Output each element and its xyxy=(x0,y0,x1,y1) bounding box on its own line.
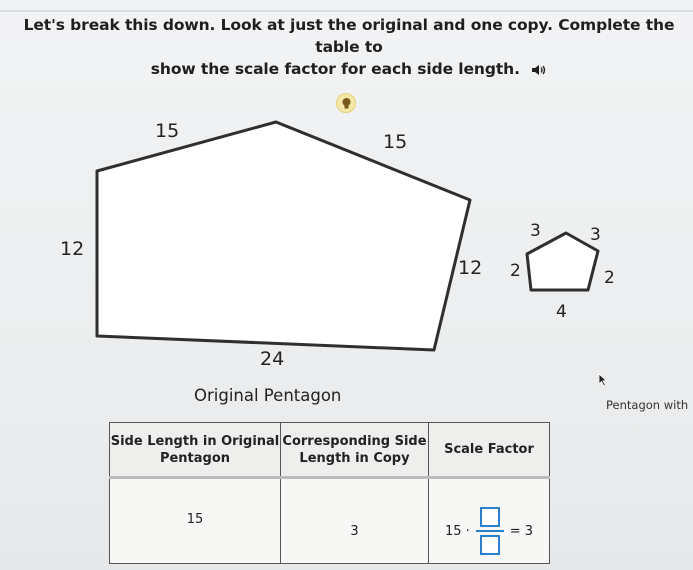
original-side-top-left: 15 xyxy=(155,120,180,142)
copy-length-value: 3 xyxy=(350,523,359,539)
cell-copy-length xyxy=(281,478,429,564)
copy-side-right: 2 xyxy=(604,268,615,288)
fraction-input xyxy=(476,507,504,555)
formula-right: = 3 xyxy=(509,523,534,539)
formula-left: 15 · xyxy=(444,523,470,539)
numerator-input[interactable] xyxy=(480,507,500,527)
original-pentagon-caption: Original Pentagon xyxy=(194,386,342,405)
original-side-right: 12 xyxy=(458,257,483,279)
cell-original-length xyxy=(110,478,281,564)
copy-side-top-right: 3 xyxy=(590,225,601,245)
table-header-row xyxy=(110,423,550,478)
copy-side-top-left: 3 xyxy=(530,221,541,241)
table-row xyxy=(110,478,550,564)
copy-pentagon xyxy=(527,233,598,290)
cell-scale-factor xyxy=(429,478,550,564)
header-copy-length: Corresponding Side Length in Copy xyxy=(281,423,429,478)
original-length-value: 15 xyxy=(186,511,204,527)
header-scale-factor: Scale Factor xyxy=(429,423,550,478)
original-side-bottom: 24 xyxy=(260,348,285,370)
cursor-icon xyxy=(597,373,609,387)
fraction-bar xyxy=(476,530,504,532)
denominator-input[interactable] xyxy=(480,535,500,555)
scale-factor-table xyxy=(109,422,550,564)
scale-factor-formula xyxy=(445,507,533,555)
instructions-line-2-text: show the scale factor for each side length. xyxy=(150,60,520,78)
original-side-top-right: 15 xyxy=(383,131,408,153)
instructions-line-1: Let's break this down. Look at just the original and one copy. Complete the table to xyxy=(23,16,675,56)
original-side-left: 12 xyxy=(60,238,85,260)
copy-side-bottom: 4 xyxy=(556,302,567,322)
header-original-length: Side Length in Original Pentagon xyxy=(110,423,281,478)
copy-pentagon-caption: Pentagon with xyxy=(606,398,689,412)
original-pentagon xyxy=(97,122,470,350)
copy-side-left: 2 xyxy=(510,261,521,281)
